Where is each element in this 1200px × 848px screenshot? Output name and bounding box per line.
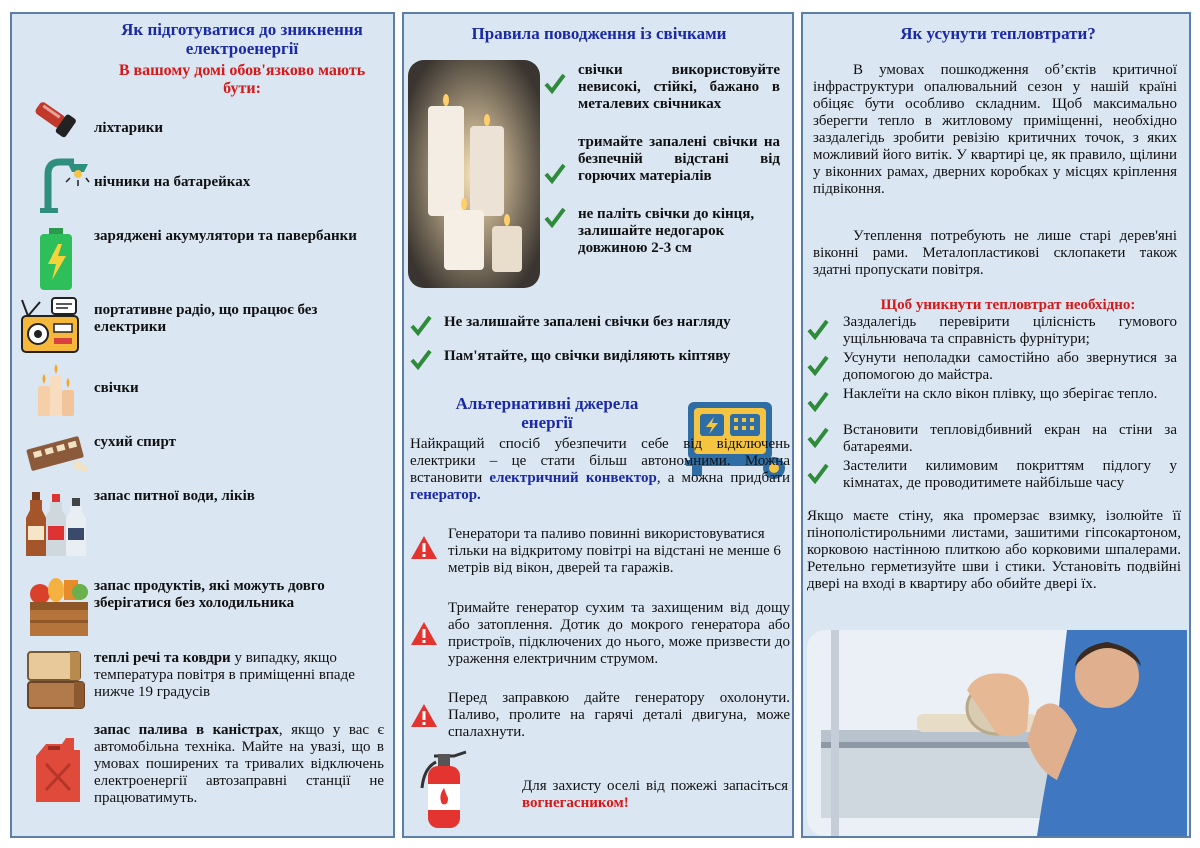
check-icon <box>807 462 829 484</box>
heat-step: Усунути неполадки самостійно або звернутися за допомогою до майстра. <box>843 350 1177 383</box>
heat-step: Наклеїти на скло вікон плівку, що зберігає тепло. <box>843 386 1158 402</box>
left-panel <box>10 12 395 838</box>
item-label: ліхтарики <box>94 120 164 136</box>
radio-icon <box>18 296 84 356</box>
middle-panel <box>402 12 794 838</box>
warning-icon <box>410 620 438 646</box>
water-bottles-icon <box>24 490 90 558</box>
check-icon <box>410 348 432 370</box>
heat-para-2: Утеплення потребують не лише старі дерев'яні віконні рами. Металопластикові склопакети також здатні пропускати повітря. <box>813 228 1177 278</box>
check-icon <box>807 318 829 340</box>
heat-para-3: Якщо маєте стіну, яка промерзає взимку, ізолюйте її пінополістирольними листами, зашитими гіпсокартоном, корковою настінною плиткою або корковими шпалерами. Ретельно герметизуйте шви і стики. Установіть подвійні двері на вході в квартиру або обийте двері їх. <box>807 508 1181 592</box>
heat-title: Як усунути тепловтрати? <box>900 24 1096 43</box>
candle-rule: Не залишайте запалені свічки без нагляду <box>444 314 731 330</box>
heat-step: Застелити килимовим покриттям підлогу у кімнатах, де проводитимете найбільше часу <box>843 458 1177 491</box>
item-label: теплі речі та ковдри <box>94 650 231 666</box>
item-label: сухий спирт <box>94 434 176 450</box>
warning-text: Перед заправкою дайте генератору охолонути. Паливо, пролите на гарячі деталі двигуна, може спалахнути. <box>448 690 790 740</box>
lamp-icon <box>30 154 90 214</box>
generator-highlight: генератор. <box>410 487 481 503</box>
candle-rule: тримайте запалені свічки на безпечній відстані від горючих матеріалів <box>578 134 780 184</box>
item-label: запас питної води, ліків <box>94 488 255 504</box>
check-icon <box>807 426 829 448</box>
warning-text: Тримайте генератор сухим та захищеним від дощу або затоплення. Дотик до мокрого генератора або пристроїв, підключених до нього, може призвести до ураження електричним струмом. <box>448 600 790 667</box>
left-title: Як підготуватися до зникнення електроенергії <box>121 20 363 58</box>
candles-photo <box>408 60 540 288</box>
window-sealing-photo <box>807 630 1187 836</box>
battery-icon <box>36 226 76 292</box>
right-panel <box>801 12 1191 838</box>
item-fuel-text <box>94 722 384 807</box>
check-icon <box>807 354 829 376</box>
extinguisher-text <box>522 778 788 812</box>
item-detail: , якщо у вас є автомобільна техніка. Майте на увазі, що в умовах поширених та тривалих відключень електроенергії автозаправні станції не працюватимуть. <box>94 722 384 806</box>
fuel-canister-icon <box>32 734 84 804</box>
alt-energy-title: Альтернативні джерела енергії <box>455 394 639 432</box>
check-icon <box>544 72 566 94</box>
item-blankets-text <box>94 650 384 701</box>
check-icon <box>807 390 829 412</box>
extinguisher-lead: Для захисту оселі від пожежі запасіться <box>522 778 788 794</box>
item-label: запас палива в каністрах <box>94 722 279 738</box>
convector-highlight: електричний конвектор <box>489 470 657 486</box>
blankets-icon <box>24 646 88 712</box>
check-icon <box>410 314 432 336</box>
check-icon <box>544 162 566 184</box>
candle-rule: свічки використовуйте невисокі, стійкі, бажано в металевих свічниках <box>578 62 780 112</box>
flashlight-icon <box>26 94 86 144</box>
warning-icon <box>410 702 438 728</box>
heat-needed-title: Щоб уникнути тепловтрат необхідно: <box>880 297 1136 313</box>
candle-rule: Пам'ятайте, що свічки виділяють кіптяву <box>444 348 731 364</box>
candles-title: Правила поводження із свічками <box>471 24 727 43</box>
candles-icon <box>34 362 78 418</box>
check-icon <box>544 206 566 228</box>
heat-para-1: В умовах пошкодження об’єктів критичної інфраструктури опалювальний сезон у нашій країні обіцяє бути особливо складним. Щоб максимально зберегти тепло в житловому приміщенні, необхідно заздалегідь зробити ревізію критичних точок, з яких можливий його витік. У квартирі це, як правило, щілини у віконних рамах, дверних коробках у місцях кріплення підвіконня. <box>813 62 1177 197</box>
item-label: запас продуктів, які можуть довго зберігатися без холодильника <box>94 578 325 611</box>
fire-extinguisher-icon <box>414 748 478 832</box>
item-label: портативне радіо, що працює без електрики <box>94 302 318 335</box>
heat-step: Встановити тепловідбивний екран на стіни за батареями. <box>843 422 1177 455</box>
warning-icon <box>410 534 438 560</box>
alt-energy-intro: Найкращий спосіб убезпечити себе від відключень електрики – це стати більш автономними. Можна встановити <box>410 436 790 486</box>
alt-energy-mid: , а можна придбати <box>656 470 790 486</box>
food-box-icon <box>26 576 92 638</box>
alt-energy-text <box>410 436 790 504</box>
heat-step: Заздалегідь перевірити цілісність гумового ущільнювача та справність фурнітури; <box>843 314 1177 347</box>
item-label: нічники на батарейках <box>94 174 251 190</box>
extinguisher-highlight: вогнегасником! <box>522 795 629 811</box>
item-label: заряджені акумулятори та павербанки <box>94 228 357 244</box>
left-subtitle: В вашому домі обов'язково мають бути: <box>118 62 366 97</box>
item-detail: у випадку, якщо температура повітря в приміщенні впаде нижче 19 градусів <box>94 650 355 700</box>
candle-rule: не паліть свічки до кінця, залишайте недогарок довжиною 2-3 см <box>578 206 755 256</box>
dry-fuel-icon <box>24 432 90 474</box>
item-label: свічки <box>94 380 139 396</box>
warning-text: Генератори та паливо повинні використовуватися тільки на відкритому повітрі на відстані не менше 6 метрів від вікон, дверей та гаражів. <box>448 526 781 576</box>
